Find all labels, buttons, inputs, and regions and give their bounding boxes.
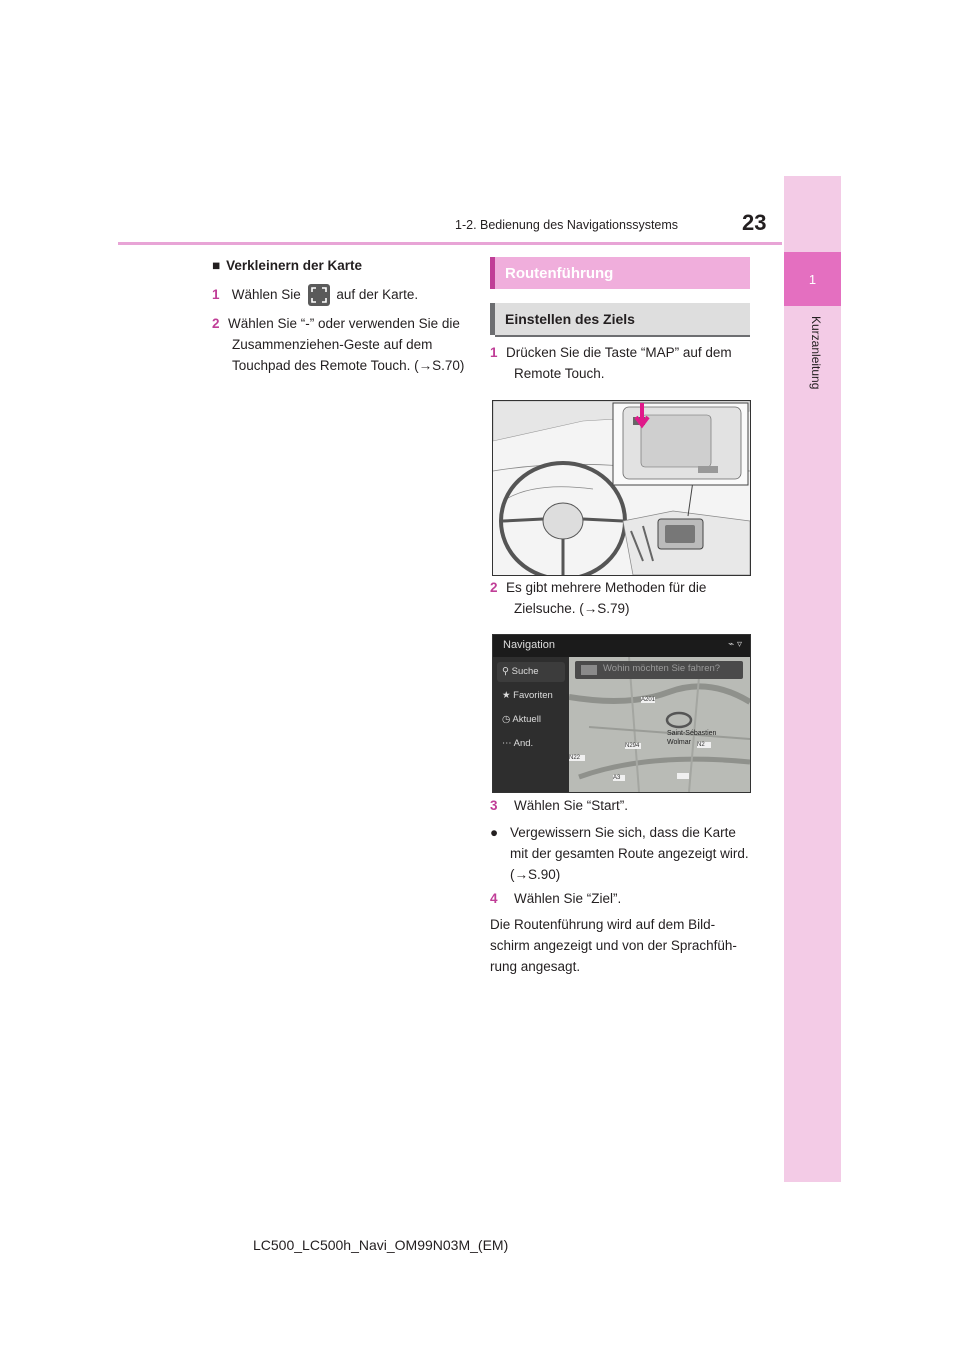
step-line-2: Zielsuche. (→S.79) [514,601,630,616]
step-line-2: Zusammenziehen-Geste auf dem [232,337,433,352]
step-number: 4 [490,891,498,906]
step-line-3: Touchpad des Remote Touch. (→S.70) [232,358,465,373]
right-step-1 [490,342,760,384]
subsection-title [490,303,750,335]
zoom-out-icon [308,284,330,306]
map-label-road: A201 [641,697,656,703]
right-step-2 [490,577,760,619]
step-line-2: Remote Touch. [514,366,605,381]
chapter-number-tab: 1 [784,252,841,306]
paragraph-line-2: schirm angezeigt und von der Sprachfüh- [490,938,737,953]
heading-text: Verkleinern der Karte [226,258,362,273]
chapter-label-text: Kurzanleitung [809,316,823,390]
step-number: 1 [490,345,498,360]
document-id: LC500_LC500h_Navi_OM99N03M_(EM) [253,1237,509,1253]
page-number: 23 [742,210,767,235]
step-number: 3 [490,798,498,813]
keyboard-icon [581,665,597,675]
menu-label: And. [513,738,534,749]
section-title: Routenführung [490,257,750,289]
bullet-line-2: mit der gesamten Route angezeigt wird. [510,846,749,861]
menu-item-recent[interactable] [497,710,565,730]
heading-marker: ■ [212,258,221,273]
menu-label: Aktuell [512,714,541,725]
chapter-title: 1-2. Bedienung des Navigationssystems [455,218,679,232]
nav-title: Navigation [503,639,555,651]
map-label-road: N22 [569,755,581,761]
menu-label: Suche [511,666,539,677]
nav-menu [493,657,569,792]
step-number: 2 [212,316,220,331]
subsection-underline [495,335,750,337]
left-heading [212,255,362,276]
navigation-screen [492,634,751,793]
star-icon: ★ [502,690,511,701]
map-label-road: A3 [613,775,621,781]
paragraph-line-3: rung angesagt. [490,959,581,974]
bullet-line-1: Vergewissern Sie sich, dass die Karte [510,825,736,840]
step-text-pre: Wählen Sie [231,287,301,302]
left-step-2 [212,313,472,376]
right-step-4 [490,888,621,909]
bullet-marker: ● [490,825,499,840]
step-text: Wählen Sie “Start”. [514,798,629,813]
map-label-road: N294 [625,743,640,749]
menu-item-search[interactable] [497,662,565,682]
step-text: Wählen Sie “Ziel”. [514,891,622,906]
cockpit-illustration [492,400,751,576]
map-label-town: Wolmar [667,739,691,746]
right-bullet [490,822,760,885]
more-icon: ⋯ [502,738,512,749]
right-paragraph [490,914,760,977]
search-placeholder: Wohin möchten Sie fahren? [603,663,721,674]
menu-item-favorites[interactable] [497,686,565,706]
step-number: 1 [212,287,220,302]
header-rule [118,242,782,245]
step-text-post: auf der Karte. [336,287,419,302]
right-step-3 [490,795,628,816]
menu-label: Favoriten [513,690,553,701]
step-line-1: Es gibt mehrere Methoden für die [506,580,707,595]
step-line-1: Wählen Sie “-” oder verwenden Sie die [228,316,460,331]
bullet-line-3: (→S.90) [510,867,561,882]
signal-icon: ⌁ ▿ [728,639,742,650]
destination-search-field[interactable] [575,661,743,679]
step-line-1: Drücken Sie die Taste “MAP” auf dem [506,345,732,360]
map-label-road: N2 [697,742,705,748]
nav-title-bar [493,635,750,657]
clock-icon: ◷ [502,714,511,725]
chapter-label [803,316,825,456]
search-icon: ⚲ [502,666,509,677]
map-label-city: Saint-Sébastien [667,730,717,737]
subsection-title-text: Einstellen des Ziels [505,311,635,327]
step-number: 2 [490,580,498,595]
menu-item-other[interactable] [497,734,565,754]
left-step-1 [212,284,418,306]
paragraph-line-1: Die Routenführung wird auf dem Bild- [490,917,716,932]
